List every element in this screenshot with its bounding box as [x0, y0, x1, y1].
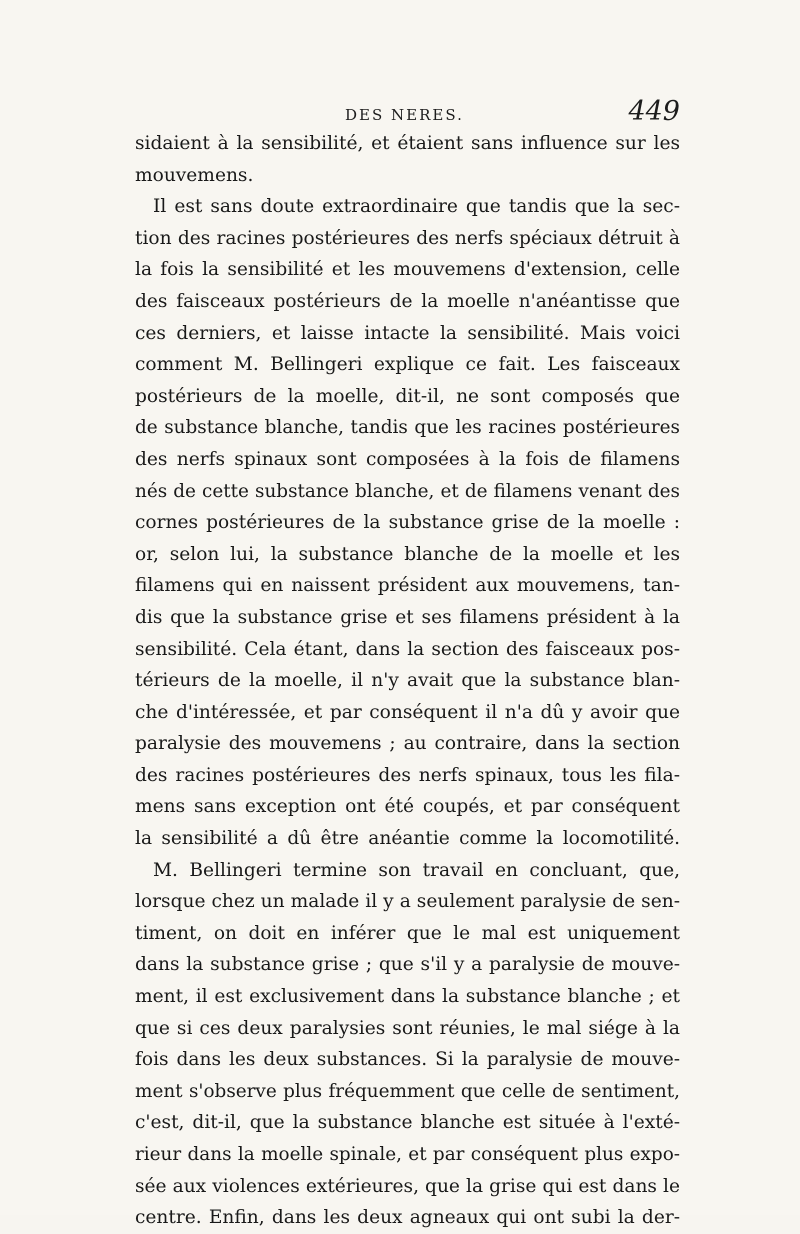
- text-line: dis que la substance grise et ses filamens président à la: [135, 606, 680, 628]
- paragraph-start-line: Il est sans doute extraordinaire que tandis que la sec-: [153, 196, 680, 218]
- text-line: sensibilité. Cela étant, dans la section des faisceaux pos-: [135, 638, 680, 660]
- text-line: que si ces deux paralysies sont réunies, le mal siége à la: [135, 1017, 680, 1039]
- text-line: centre. Enfin, dans les deux agneaux qui ont subi la der-: [135, 1207, 680, 1229]
- text-line: la fois la sensibilité et les mouvemens d'extension, celle: [135, 259, 680, 281]
- text-line: tion des racines postérieures des nerfs spéciaux détruit à: [135, 227, 680, 249]
- text-line: mouvemens.: [135, 164, 254, 186]
- text-line: c'est, dit-il, que la substance blanche est située à l'exté-: [135, 1112, 680, 1134]
- paragraph-start-line: M. Bellingeri termine son travail en concluant, que,: [153, 859, 680, 881]
- text-line: or, selon lui, la substance blanche de la moelle et les: [135, 543, 680, 565]
- text-line: la sensibilité a dû être anéantie comme la locomotilité.: [135, 828, 680, 850]
- text-line: ment s'observe plus fréquemment que celle de sentiment,: [135, 1080, 680, 1102]
- text-line: postérieurs de la moelle, dit-il, ne sont composés que: [135, 385, 680, 407]
- text-line: cornes postérieures de la substance grise de la moelle :: [135, 512, 680, 534]
- text-line: sidaient à la sensibilité, et étaient sans influence sur les: [135, 133, 680, 154]
- text-line: sée aux violences extérieures, que la grise qui est dans le: [135, 1175, 680, 1197]
- page-header: [135, 96, 680, 132]
- text-line: timent, on doit en inférer que le mal est uniquement: [135, 922, 680, 944]
- text-line: mens sans exception ont été coupés, et par conséquent: [135, 796, 680, 818]
- text-line: lorsque chez un malade il y a seulement paralysie de sen-: [135, 891, 680, 913]
- text-line: nés de cette substance blanche, et de filamens venant des: [135, 480, 680, 502]
- text-line: che d'intéressée, et par conséquent il n'a dû y avoir que: [135, 701, 680, 723]
- body-text: [135, 128, 680, 1234]
- running-title: DES NERES.: [345, 106, 464, 124]
- text-line: rieur dans la moelle spinale, et par conséquent plus expo-: [135, 1144, 680, 1165]
- text-line: térieurs de la moelle, il n'y avait que la substance blan-: [135, 670, 680, 692]
- text-line: ment, il est exclusivement dans la substance blanche ; et: [135, 986, 680, 1008]
- text-line: des racines postérieures des nerfs spinaux, tous les fila-: [135, 764, 680, 786]
- text-line: ces derniers, et laisse intacte la sensibilité. Mais voici: [135, 322, 680, 344]
- text-line: dans la substance grise ; que s'il y a paralysie de mouve-: [135, 954, 680, 976]
- page-number: 449: [628, 96, 680, 127]
- text-line: de substance blanche, tandis que les racines postérieures: [135, 417, 680, 439]
- text-line: fois dans les deux substances. Si la paralysie de mouve-: [135, 1049, 680, 1071]
- text-line: filamens qui en naissent président aux mouvemens, tan-: [135, 575, 680, 597]
- text-line: des nerfs spinaux sont composées à la fois de filamens: [135, 448, 680, 470]
- text-line: des faisceaux postérieurs de la moelle n'anéantisse que: [135, 290, 680, 312]
- text-line: paralysie des mouvemens ; au contraire, dans la section: [135, 733, 680, 755]
- text-line: comment M. Bellingeri explique ce fait. Les faisceaux: [135, 354, 680, 376]
